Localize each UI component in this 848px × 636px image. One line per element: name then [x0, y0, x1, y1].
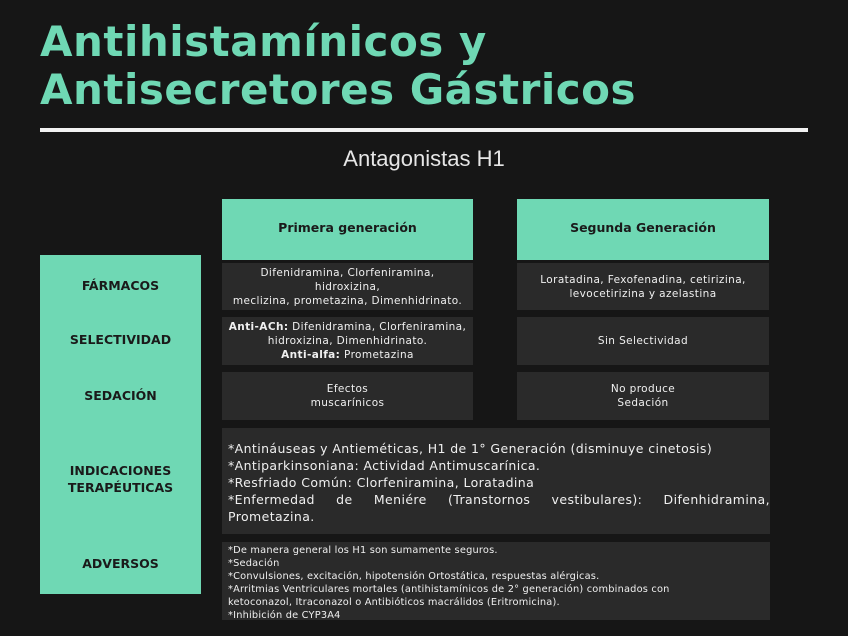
row-label-sedacion: SEDACIÓN	[84, 388, 157, 403]
column-strip-segunda	[517, 255, 769, 260]
adverso-item: *Sedación	[228, 558, 280, 569]
row-label-indicaciones-line-1: INDICACIONES	[69, 463, 172, 478]
indicacion-item: *Antináuseas y Antieméticas, H1 de 1° Generación (disminuye cinetosis)	[228, 441, 713, 456]
cell-selectividad-segunda-text: Sin Selectividad	[597, 335, 689, 347]
indicacion-item: *Resfriado Común: Clorfeniramina, Loratadina	[228, 475, 535, 490]
cell-sedacion-segunda-line-1: No produce	[610, 383, 676, 395]
indicacion-item: Prometazina.	[228, 509, 315, 524]
cell-selectividad-alfa-line	[229, 348, 467, 362]
cell-sedacion-segunda	[517, 372, 769, 420]
cell-farmacos-segunda-line-1: Loratadina, Fexofenadina, cetirizina,	[540, 273, 746, 286]
adverso-item: ketoconazol, Itraconazol o Antibióticos macrálidos (Eritromicina).	[228, 597, 560, 608]
adverso-item: *Convulsiones, excitación, hipotensión Ortostática, respuestas alérgicas.	[228, 571, 600, 582]
column-strip-primera	[222, 255, 473, 260]
cell-selectividad-ach-line-1	[229, 320, 467, 334]
title-divider	[40, 128, 808, 132]
cell-selectividad-segunda	[517, 317, 769, 365]
title-line-1: Antihistamínicos y	[40, 17, 487, 66]
row-label-column	[40, 255, 201, 594]
column-header-primera: Primera generación	[222, 199, 473, 255]
cell-sedacion-primera-line-1: Efectos	[326, 383, 369, 395]
anti-ach-label: Anti-ACh:	[228, 321, 289, 333]
row-label-selectividad: SELECTIVIDAD	[69, 332, 172, 347]
row-label-indicaciones	[40, 462, 201, 496]
cell-sedacion-primera-line-2: muscarínicos	[310, 397, 385, 409]
cell-indicaciones	[222, 428, 770, 534]
cell-farmacos-primera-line-1: Difenidramina, Clorfeniramina, hidroxizina,	[260, 266, 435, 293]
anti-alfa-label: Anti-alfa:	[281, 349, 341, 361]
page-title	[40, 18, 820, 114]
cell-selectividad-primera	[222, 317, 473, 365]
cell-farmacos-primera-line-2: meclizina, prometazina, Dimenhidrinato.	[232, 294, 463, 307]
cell-adversos	[222, 542, 770, 620]
anti-ach-drugs: Difenidramina, Clorfeniramina,	[288, 321, 467, 333]
cell-farmacos-segunda	[517, 263, 769, 310]
row-label-indicaciones-line-2: TERAPÉUTICAS	[67, 480, 174, 495]
anti-alfa-drugs: Prometazina	[340, 349, 414, 361]
adverso-item: *Arritmias Ventriculares mortales (antihistamínicos de 2° generación) combinados con	[228, 584, 670, 595]
cell-selectividad-ach-line-2: hidroxizina, Dimenhidrinato.	[267, 335, 428, 347]
cell-farmacos-primera	[222, 263, 473, 310]
adverso-item: *Inhibición de CYP3A4	[228, 610, 341, 621]
section-subtitle: Antagonistas H1	[343, 146, 505, 171]
cell-sedacion-segunda-line-2: Sedación	[617, 397, 669, 409]
row-label-adversos: ADVERSOS	[82, 556, 159, 571]
title-line-2: Antisecretores Gástricos	[40, 65, 636, 114]
adverso-item: *De manera general los H1 son sumamente seguros.	[228, 545, 498, 556]
column-header-segunda: Segunda Generación	[517, 199, 769, 255]
cell-sedacion-primera	[222, 372, 473, 420]
row-label-farmacos: FÁRMACOS	[81, 278, 160, 293]
cell-farmacos-segunda-line-2: levocetirizina y azelastina	[569, 287, 717, 300]
indicacion-item: *Enfermedad de Meniére (Transtornos vestibulares): Difenhidramina,	[228, 492, 770, 507]
indicacion-item: *Antiparkinsoniana: Actividad Antimuscarínica.	[228, 458, 541, 473]
